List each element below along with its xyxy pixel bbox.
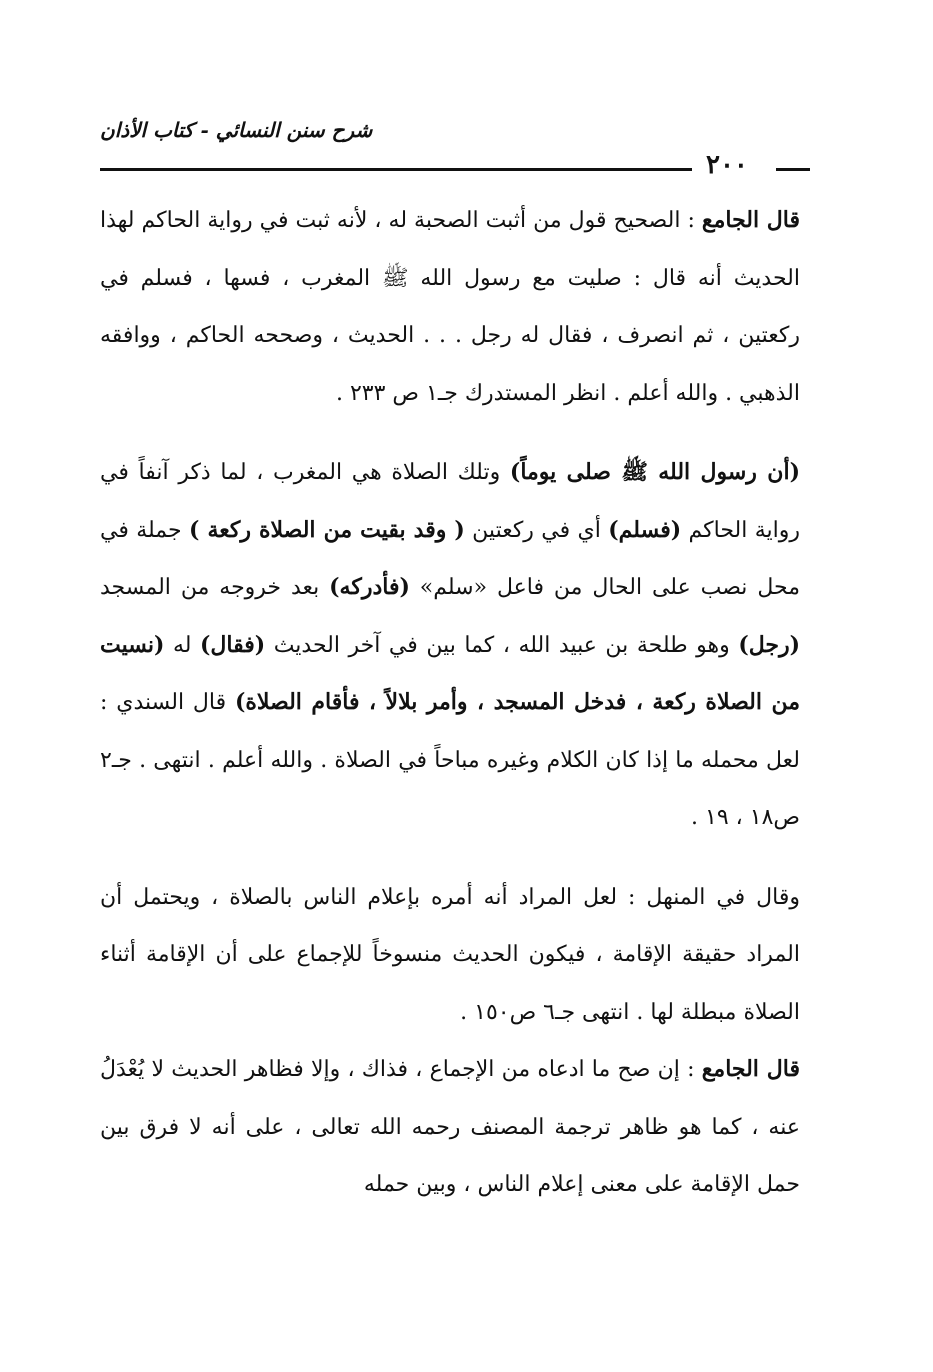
running-title: شرح سنن النسائي - كتاب الأذان <box>100 118 373 142</box>
paragraph <box>100 869 800 1042</box>
text-run: بعد خروجه من المسجد <box>100 575 330 600</box>
bold-text-run: (فأدركه) <box>329 574 410 600</box>
text-run: : إن صح ما ادعاه من الإجماع ، فذاك ، وإلا فظاهر الحديث لا يُعْدَلُ عنه ، كما هو ظاهر ترجمة المصنف رحمه الله تعالى ، على أنه لا فرق بين حمل الإقامة على معنى إعلام الناس ، وبين حمله <box>100 1057 800 1197</box>
paragraph <box>100 1041 800 1214</box>
header-rule-short <box>776 168 810 171</box>
text-run: وهو طلحة بن عبيد الله ، كما بين في آخر الحديث <box>265 632 739 658</box>
bold-text-run: ( وقد بقيت من الصلاة ركعة ) <box>189 516 465 543</box>
bold-text-run: (نسيت من الصلاة ركعة ، فدخل المسجد ، وأمر بلالاً ، فأقام الصلاة) <box>100 631 800 715</box>
bold-text-run: (فسلم) <box>608 516 682 543</box>
body-text <box>100 192 800 1214</box>
text-run: وقال في المنهل : لعل المراد أنه أمره بإعلام الناس بالصلاة ، ويحتمل أن المراد حقيقة الإقامة ، فيكون الحديث منسوخاً للإجماع على أن الإقامة أثناء الصلاة مبطلة لها . انتهى جـ٦ ص١٥٠ . <box>100 884 800 1025</box>
text-run: قال السندي : لعل محمله ما إذا كان الكلام وغيره مباحاً في الصلاة . والله أعلم . انتهى . جـ٢ ص١٨ ، ١٩ . <box>100 690 800 830</box>
text-run: جملة في محل نصب على الحال من فاعل «سلم» <box>100 517 800 600</box>
bold-text-run: (أن رسول الله ﷺ صلى يوماً) <box>509 459 800 485</box>
text-run: له <box>164 632 200 658</box>
text-run: أي في ركعتين <box>464 517 609 543</box>
text-run: وتلك الصلاة هي المغرب ، لما ذكر آنفاً في رواية الحاكم <box>100 460 800 543</box>
header-rule <box>100 168 692 171</box>
bold-text-run: (رجل) <box>738 631 801 658</box>
text-run: : الصحيح قول من أثبت الصحبة له ، لأنه ثبت في رواية الحاكم لهذا الحديث أنه قال : صليت مع رسول الله ﷺ المغرب ، فسها ، فسلم في ركعتين ، ثم انصرف ، فقال له رجل . . . الحديث ، وصححه الحاكم ، ووافقه الذهبي . والله أعلم . انظر المستدرك جـ١ ص ٢٣٣ . <box>100 208 800 406</box>
paragraph <box>100 444 800 847</box>
page-number: ٢٠٠ <box>706 150 748 180</box>
bold-text-run: (فقال) <box>200 631 266 658</box>
page-header <box>100 118 810 188</box>
paragraph <box>100 192 800 422</box>
bold-text-run: قال الجامع <box>701 1056 800 1082</box>
bold-text-run: قال الجامع <box>701 207 800 233</box>
